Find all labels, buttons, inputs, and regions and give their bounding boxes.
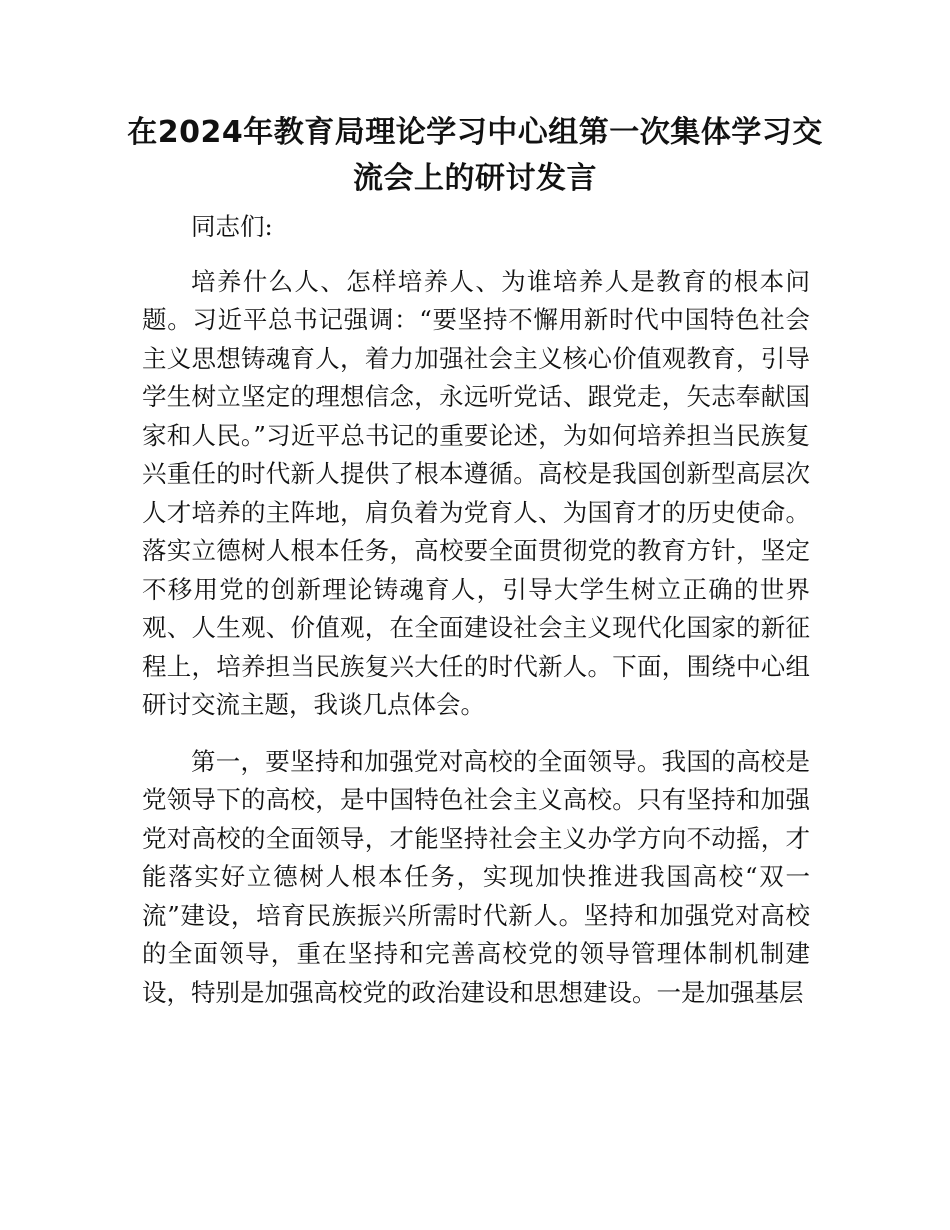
paragraph-first-point: 第一，要坚持和加强党对高校的全面领导。我国的高校是党领导下的高校，是中国特色社会主义高校。只有坚持和加强党对高校的全面领导，才能坚持社会主义办学方向不动摇，才能落实好立德树人根本任务，实现加快推进我国高校“双一流”建设，培育民族振兴所需时代新人。坚持和加强党对高校的全面领导，重在坚持和完善高校党的领导管理体制机制建设，特别是加强高校党的政治建设和思想建设。一是加强基层 — [142, 746, 810, 1007]
document-title: 在2024年教育局理论学习中心组第一次集体学习交流会上的研讨发言 — [127, 115, 823, 196]
paragraph-intro: 培养什么人、怎样培养人、为谁培养人是教育的根本问题。习近平总书记强调：“要坚持不懈用新时代中国特色社会主义思想铸魂育人，着力加强社会主义核心价值观教育，引导学生树立坚定的理想信念，永远听党话、跟党走，矢志奉献国家和人民。”习近平总书记的重要论述，为如何培养担当民族复兴重任的时代新人提供了根本遵循。高校是我国创新型高层次人才培养的主阵地，肩负着为党育人、为国育才的历史使命。落实立德树人根本任务，高校要全面贯彻党的教育方针，坚定不移用党的创新理论铸魂育人，引导大学生树立正确的世界观、人生观、价值观，在全面建设社会主义现代化国家的新征程上，培养担当民族复兴大任的时代新人。下面，围绕中心组研讨交流主题，我谈几点体会。 — [142, 266, 810, 719]
salutation: 同志们: — [191, 212, 273, 241]
document-body — [142, 208, 810, 1030]
